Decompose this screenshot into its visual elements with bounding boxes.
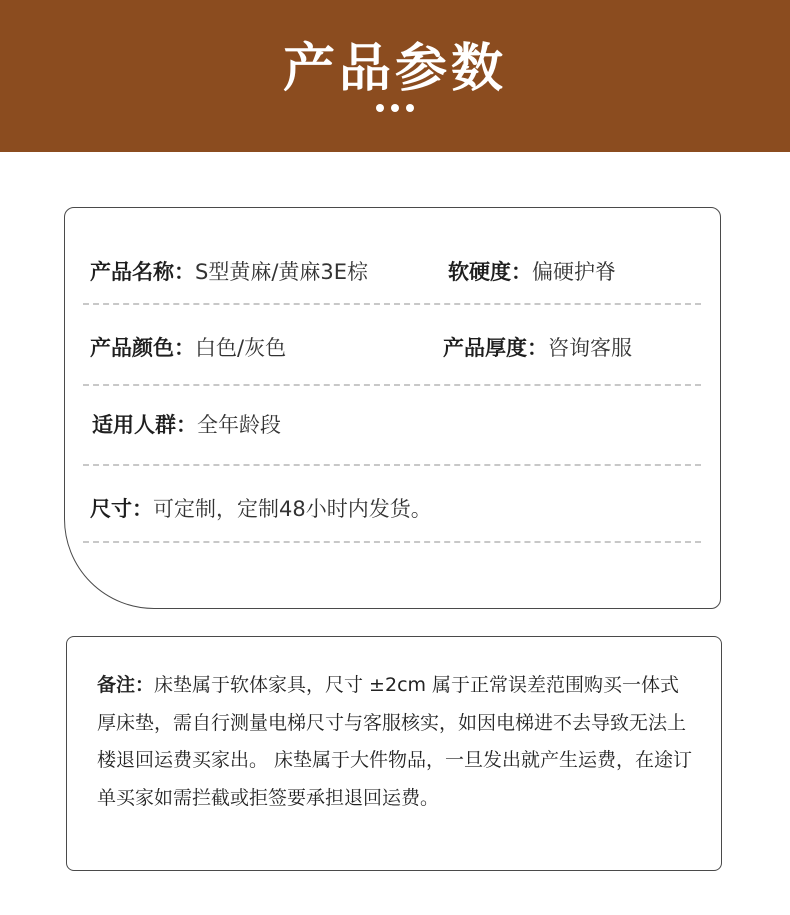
param-thickness: [443, 334, 632, 362]
param-size: [90, 495, 432, 523]
note-label: 备注：: [97, 674, 155, 696]
size-value: 可定制，定制48小时内发货。: [153, 497, 432, 521]
parameter-card: [64, 207, 721, 609]
param-hardness: [448, 258, 616, 286]
header-banner: [0, 0, 790, 152]
note-card: [66, 636, 722, 871]
divider: [83, 541, 701, 543]
note-body: 床垫属于软体家具，尺寸 ±2cm 属于正常误差范围购买一体式厚床垫，需自行测量电梯尺寸与客服核实，如因电梯进不去导致无法上楼退回运费买家出。 床垫属于大件物品，一旦发出就产生运费，在途订单买家如需拦截或拒签要承担退回运费。: [97, 674, 693, 809]
thickness-value: 咨询客服: [548, 336, 632, 360]
decorative-dots: [0, 104, 790, 112]
audience-label: 适用人群：: [92, 413, 197, 437]
divider: [83, 464, 701, 466]
product-name-value: S型黄麻/黄麻3E棕: [195, 260, 369, 284]
divider: [83, 303, 701, 305]
note-text: [97, 667, 697, 817]
dot: [376, 104, 384, 112]
param-audience: [92, 411, 281, 439]
audience-value: 全年龄段: [197, 413, 281, 437]
dot: [406, 104, 414, 112]
hardness-value: 偏硬护脊: [532, 260, 616, 284]
dot: [391, 104, 399, 112]
size-label: 尺寸：: [90, 497, 153, 521]
color-label: 产品颜色：: [90, 336, 195, 360]
product-name-label: 产品名称：: [90, 260, 195, 284]
color-value: 白色/灰色: [195, 336, 287, 360]
hardness-label: 软硬度：: [448, 260, 532, 284]
divider: [83, 384, 701, 386]
param-product-name: [90, 258, 368, 286]
page-title: 产品参数: [282, 39, 507, 99]
param-color: [90, 334, 286, 362]
thickness-label: 产品厚度：: [443, 336, 548, 360]
